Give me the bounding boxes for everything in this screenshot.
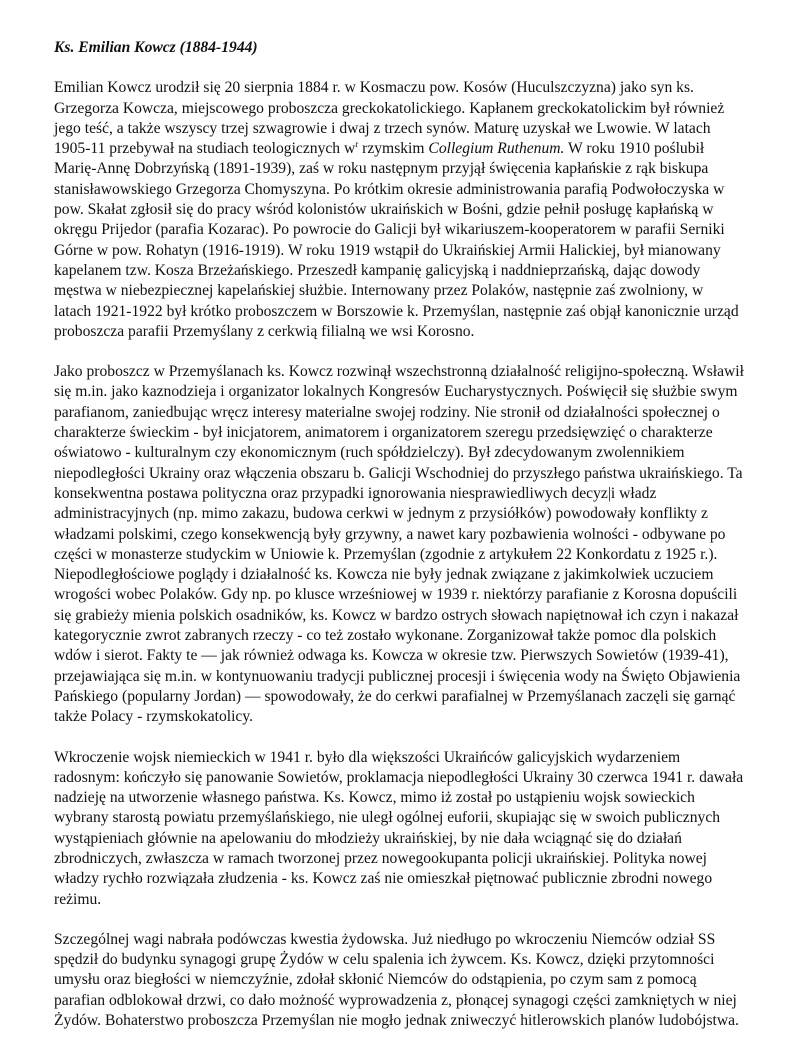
paragraph-1-italic: Collegium Ruthenum. bbox=[428, 140, 565, 158]
paragraph-1-text-a: Emilian Kowcz urodził się 20 sierpnia 1884 r. w Kosmaczu pow. Kosów (Huculszczyzna) jako syn ks. Grzegorza Kowcza, miejscowego proboszcza greckokatolickiego. Kapłanem greckokatolickim był również jego teść, a także wszyscy trzej szwagrowie i dwaj z trzech synów. Maturę uzyskał we Lwowie. W latach 1905-11 przebywał na studiach teologicznych w bbox=[54, 79, 725, 158]
paragraph-1-text-c: W roku 1910 poślubił Marię-Annę Dobrzyńską (1891-1939), zaś w roku następnym przyjął święcenia kapłańskie z rąk biskupa stanisławowskiego Grzegorza Chomyszyna. Po krótkim okresie administrowania parafią Podwołoczyska w pow. Skałat zgłosił się do pracy wśród kolonistów ukraińskich w Bośni, gdzie pełnił posługę kapłańską w okręgu Prijedor (parafia Kozarac). Po powrocie do Galicji był wikariuszem-kooperatorem w parafii Serniki Górne w pow. Rohatyn (1916-1919). W roku 1919 wstąpił do Ukraińskiej Armii Halickiej, był mianowany kapelanem tzw. Kosza Brzeżańskiego. Przeszedł kampanię galicyjską i naddnieprzańską, dając dowody męstwa w niebezpiecznej kapelańskiej służbie. Internowany przez Polaków, następnie zaś zwolniony, w latach 1921-1922 był krótko proboszczem w Borszowie k. Przemyślan, następnie zaś objął kanonicznie urząd proboszcza parafii Przemyślany z cerkwią filialną we wsi Korosno. bbox=[54, 140, 739, 340]
paragraph-jewish-question: Szczególnej wagi nabrała podówczas kwestia żydowska. Już niedługo po wkroczeniu Niemców odział SS spędził do budynku synagogi grupę Żydów w celu spalenia ich żywcem. Ks. Kowcz, dzięki przytomności umysłu oraz biegłości w niemczyźnie, zdołał skłonić Niemców do odstąpienia, po czym sam z pomocą parafian odblokował drzwi, co dało możność wyprowadzenia z, płonącej synagogi części zamkniętych w niej Żydów. Bohaterstwo proboszcza Przemyślan nie mogło jednak zniweczyć hitlerowskich planów ludobójstwa. bbox=[54, 930, 739, 1030]
paragraph-1-text-b: rzymskim bbox=[358, 140, 429, 158]
document-title: Ks. Emilian Kowcz (1884-1944) bbox=[54, 39, 258, 56]
paragraph-biography bbox=[54, 78, 744, 342]
paragraph-pastoral-work: Jako proboszcz w Przemyślanach ks. Kowcz rozwinął wszechstronną działalność religijno-społeczną. Wsławił się m.in. jako kaznodzieja i organizator lokalnych Kongresów Eucharystycznych. Poświęcił się służbie swym parafianom, zaniedbując wręcz interesy materialne swojej rodziny. Nie stronił od działalności społecznej o charakterze świeckim - był inicjatorem, animatorem i organizatorem szeregu przedsięwzięć o charakterze oświatowo - kulturalnym czy ekonomicznym (ruch spółdzielczy). Był zdecydowanym zwolennikiem niepodległości Ukrainy oraz włączenia obszaru b. Galicji Wschodniej do przyszłego państwa ukraińskiego. Ta konsekwentna postawa polityczna oraz przypadki ignorowania niesprawiedliwych decyz|i władz administracyjnych (np. mimo zakazu, budowa cerkwi w jednym z przysiółków) powodowały konflikty z władzami polskimi, czego konsekwencją były grzywny, a nawet kary pozbawienia wolności - odbywane po części w monasterze studyckim w Uniowie k. Przemyślan (zgodnie z artykułem 22 Konkordatu z 1925 r.). Niepodległościowe poglądy i działalność ks. Kowcza nie były jednak związane z jakimkolwiek uczuciem wrogości wobec Polaków. Gdy np. po klusce wrześniowej w 1939 r. niektórzy parafianie z Korosna dopuścili się grabieży mienia polskich osadników, ks. Kowcz w bardzo ostrych słowach napiętnował ich czyn i nakazał kategorycznie zwrot zabranych rzeczy - co też zostało wykonane. Zorganizował także pomoc dla polskich wdów i sierot. Fakty te — jak również odwaga ks. Kowcza w okresie tzw. Pierwszych Sowietów (1939-41), przejawiająca się m.in. w kontynuowaniu tradycji publicznej procesji i święcenia wody na Święto Objawienia Pańskiego (popularny Jordan) — spowodowały, że do cerkwi parafialnej w Przemyślanach zaczęli się garnąć także Polacy - rzymskokatolicy. bbox=[54, 363, 744, 726]
paragraph-1-superscript: r bbox=[355, 139, 359, 149]
document-page bbox=[54, 38, 744, 1051]
paragraph-german-invasion: Wkroczenie wojsk niemieckich w 1941 r. było dla większości Ukraińców galicyjskich wydarzeniem radosnym: kończyło się panowanie Sowietów, proklamacja niepodległości Ukrainy 30 czerwca 1941 r. dawała nadzieję na utworzenie własnego państwa. Ks. Kowcz, mimo iż został po ustąpieniu wojsk sowieckich wybrany starostą powiatu przemyślańskiego, nie uległ ogólnej euforii, skupiając się w swoich publicznych wystąpieniach głównie na apelowaniu do młodzieży ukraińskiej, by nie dała wciągnąć się do działań zbrodniczych, zwłaszcza w ramach tworzonej przez nowegookupanta policji ukraińskiej. Polityka nowej władzy rychło rozwiązała złudzenia - ks. Kowcz zaś nie omieszkał piętnować publicznie zbrodni nowego reżimu. bbox=[54, 748, 744, 908]
